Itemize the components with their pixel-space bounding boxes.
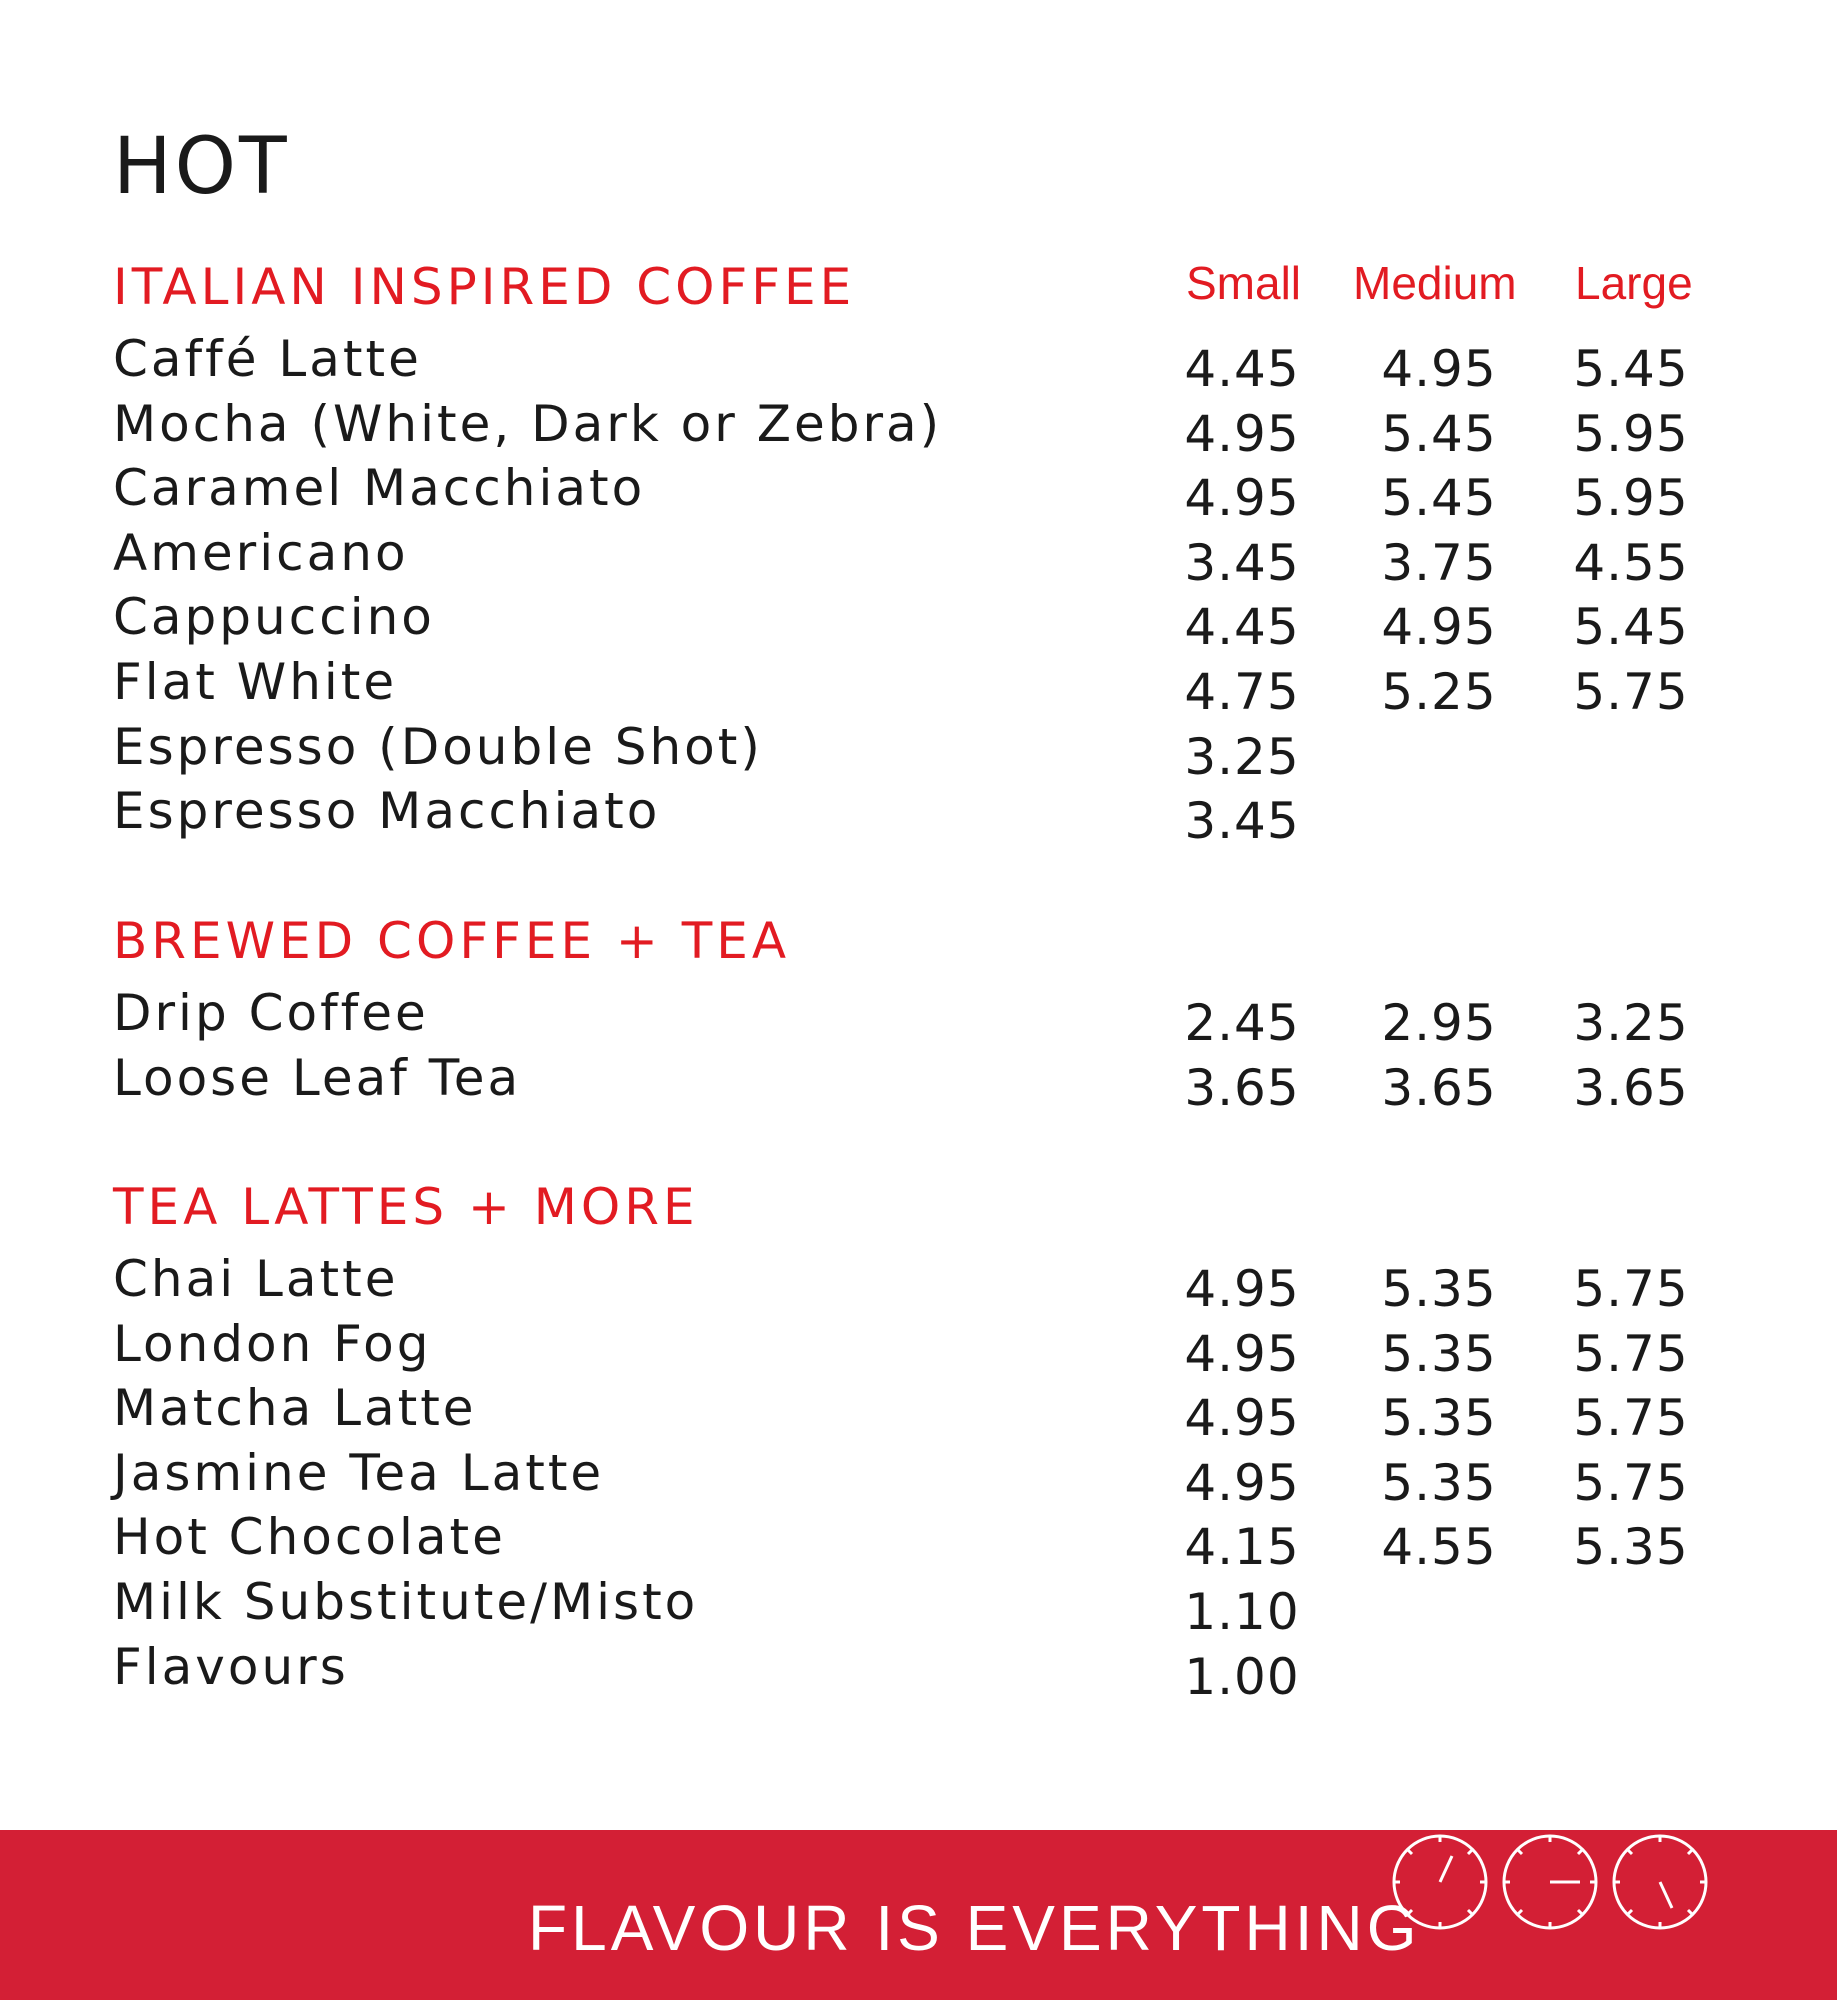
dial-icon xyxy=(1390,1832,1490,1932)
item-name: Jasmine Tea Latte xyxy=(113,1443,605,1502)
section-title: TEA LATTES + MORE xyxy=(113,1178,699,1236)
item-name: London Fog xyxy=(113,1314,432,1373)
item-name: Flat White xyxy=(113,652,398,711)
menu-item xyxy=(113,1048,1713,1118)
price-medium: 5.25 xyxy=(1381,662,1497,721)
price-large: 5.45 xyxy=(1573,598,1689,657)
menu-item xyxy=(113,1572,1713,1642)
price-medium: 5.35 xyxy=(1381,1389,1497,1448)
price-medium: 5.45 xyxy=(1381,404,1497,463)
price-small: 3.45 xyxy=(1184,792,1300,851)
item-name: Espresso Macchiato xyxy=(113,782,661,841)
price-large: 5.75 xyxy=(1573,1324,1689,1383)
item-name: Americano xyxy=(113,523,409,582)
menu-item xyxy=(113,652,1713,722)
price-medium: 4.95 xyxy=(1381,340,1497,398)
price-large: 5.75 xyxy=(1573,1389,1689,1448)
price-large: 5.75 xyxy=(1573,662,1689,721)
menu-item xyxy=(113,984,1713,1053)
item-name: Mocha (White, Dark or Zebra) xyxy=(113,394,943,453)
price-small: 4.15 xyxy=(1184,1518,1300,1577)
price-medium: 3.65 xyxy=(1381,1058,1497,1117)
dial-icon xyxy=(1500,1832,1600,1932)
menu-section xyxy=(113,1178,1713,1706)
item-name: Matcha Latte xyxy=(113,1379,477,1438)
menu-item xyxy=(113,1314,1713,1384)
section-title: BREWED COFFEE + TEA xyxy=(113,912,791,970)
size-header-small: Small xyxy=(1186,257,1302,309)
item-name: Chai Latte xyxy=(113,1250,399,1308)
menu-item xyxy=(113,330,1713,399)
menu-item xyxy=(113,782,1713,851)
price-small: 1.00 xyxy=(1184,1647,1300,1706)
item-name: Hot Chocolate xyxy=(113,1508,506,1567)
price-small: 4.95 xyxy=(1184,469,1300,528)
menu-item xyxy=(113,1250,1713,1319)
price-medium: 5.35 xyxy=(1381,1453,1497,1512)
price-medium: 3.75 xyxy=(1381,533,1497,592)
item-name: Caffé Latte xyxy=(113,330,422,388)
menu-section xyxy=(113,912,1713,1117)
menu-item xyxy=(113,1443,1713,1513)
price-large: 3.25 xyxy=(1573,994,1689,1052)
price-medium: 4.55 xyxy=(1381,1518,1497,1577)
item-name: Caramel Macchiato xyxy=(113,459,646,518)
price-large: 5.95 xyxy=(1573,469,1689,528)
menu-section xyxy=(113,257,1713,851)
item-name: Flavours xyxy=(113,1637,349,1696)
menu-item xyxy=(113,717,1713,787)
price-large: 5.35 xyxy=(1573,1518,1689,1577)
price-large: 3.65 xyxy=(1573,1058,1689,1117)
price-medium: 5.35 xyxy=(1381,1260,1497,1318)
price-small: 4.45 xyxy=(1184,340,1300,398)
price-large: 5.45 xyxy=(1573,340,1689,398)
price-small: 3.65 xyxy=(1184,1058,1300,1117)
price-small: 3.45 xyxy=(1184,533,1300,592)
price-small: 4.45 xyxy=(1184,598,1300,657)
price-small: 1.10 xyxy=(1184,1582,1300,1641)
item-name: Cappuccino xyxy=(113,588,435,647)
item-name: Drip Coffee xyxy=(113,984,429,1042)
price-large: 5.75 xyxy=(1573,1260,1689,1318)
tagline: FLAVOUR IS EVERYTHING xyxy=(528,1892,1421,1964)
size-header-large: Large xyxy=(1575,257,1693,309)
menu-item xyxy=(113,1637,1713,1707)
item-name: Loose Leaf Tea xyxy=(113,1048,522,1107)
price-small: 4.95 xyxy=(1184,1260,1300,1318)
price-small: 4.95 xyxy=(1184,1324,1300,1383)
page-title: HOT xyxy=(113,122,290,212)
item-name: Espresso (Double Shot) xyxy=(113,717,763,776)
menu-item xyxy=(113,459,1713,528)
price-small: 4.75 xyxy=(1184,662,1300,721)
price-medium: 4.95 xyxy=(1381,598,1497,657)
price-medium: 5.45 xyxy=(1381,469,1497,528)
size-header-medium: Medium xyxy=(1353,257,1517,309)
price-small: 4.95 xyxy=(1184,404,1300,463)
menu-item xyxy=(113,394,1713,464)
price-small: 4.95 xyxy=(1184,1453,1300,1512)
section-title: ITALIAN INSPIRED COFFEE xyxy=(113,258,856,316)
price-small: 2.45 xyxy=(1184,994,1300,1052)
dial-icon xyxy=(1610,1832,1710,1932)
price-medium: 5.35 xyxy=(1381,1324,1497,1383)
menu-item xyxy=(113,523,1713,593)
price-large: 5.75 xyxy=(1573,1453,1689,1512)
item-name: Milk Substitute/Misto xyxy=(113,1572,699,1631)
price-medium: 2.95 xyxy=(1381,994,1497,1052)
price-small: 4.95 xyxy=(1184,1389,1300,1448)
price-small: 3.25 xyxy=(1184,727,1300,786)
price-large: 5.95 xyxy=(1573,404,1689,463)
menu-item xyxy=(113,588,1713,657)
menu-item xyxy=(113,1508,1713,1577)
price-large: 4.55 xyxy=(1573,533,1689,592)
menu-item xyxy=(113,1379,1713,1448)
